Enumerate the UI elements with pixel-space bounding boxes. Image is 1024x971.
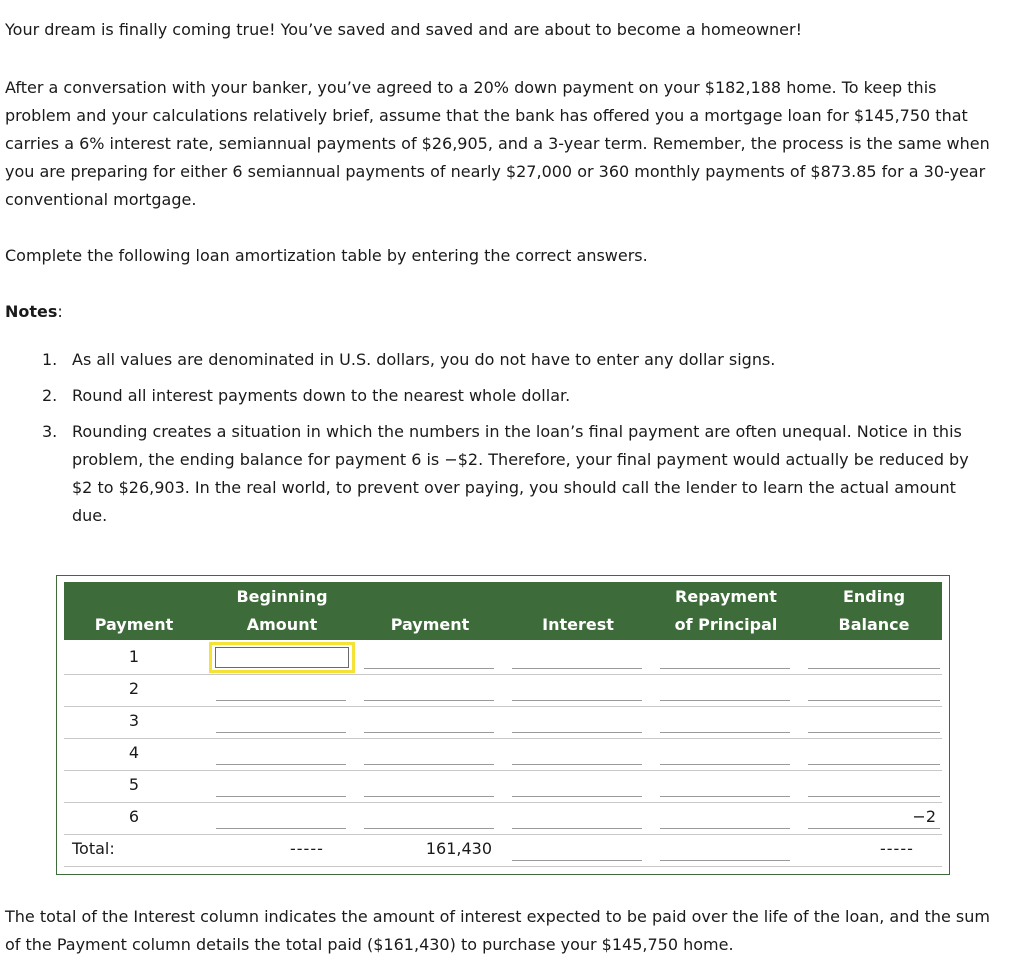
- input-payment-row-6[interactable]: [364, 828, 494, 829]
- header-repayment-principal: Repayment of Principal: [674, 587, 778, 634]
- row-number: 1: [128, 647, 140, 666]
- input-interest-row-4[interactable]: [512, 764, 642, 765]
- input-beginning-amount-row-5[interactable]: [216, 796, 346, 797]
- input-interest-row-3[interactable]: [512, 732, 642, 733]
- problem-description: After a conversation with your banker, you’ve agreed to a 20% down payment on your $182,188 home. To keep this problem and your calculations relatively brief, assume that the bank has offered you a mortgage loan for $145,750 that carries a 6% interest rate, semiannual payments of $26,905, and a 3-year term. Remember, the process is the same when you are preparing for either 6 semiannual payments of nearly $27,000 or 360 monthly payments of $873.85 for a 30-year conventional mortgage.: [5, 78, 990, 209]
- note-item: [42, 382, 982, 410]
- input-beginning-amount-row-2[interactable]: [216, 700, 346, 701]
- row-number: 3: [128, 711, 140, 730]
- row-divider: [64, 738, 942, 739]
- ending-balance-value: −2: [912, 807, 936, 826]
- total-ending-dash: -----: [880, 839, 914, 858]
- input-ending-balance-row-6[interactable]: [808, 828, 940, 829]
- header-beginning-amount: Beginning Amount: [236, 587, 328, 634]
- row-divider: [64, 866, 942, 867]
- row-divider: [64, 802, 942, 803]
- input-repayment-principal-row-3[interactable]: [660, 732, 790, 733]
- input-beginning-amount-row-6[interactable]: [216, 828, 346, 829]
- input-beginning-amount-row-3[interactable]: [216, 732, 346, 733]
- task-instruction: Complete the following loan amortization table by entering the correct answers.: [5, 246, 648, 265]
- intro-text: Your dream is finally coming true! You’ve saved and saved and are about to become a homeowner!: [5, 20, 803, 39]
- input-ending-balance-row-5[interactable]: [808, 796, 940, 797]
- note-text: Rounding creates a situation in which the numbers in the loan’s final payment are often unequal. Notice in this problem, the ending balance for payment 6 is −$2. Therefore, your final payment would actually be reduced by $2 to $26,903. In the real world, to prevent over paying, you should call the lender to learn the actual amount due.: [72, 422, 969, 525]
- note-number: 2.: [42, 386, 58, 405]
- input-payment-row-3[interactable]: [364, 732, 494, 733]
- input-ending-balance-row-4[interactable]: [808, 764, 940, 765]
- note-text: Round all interest payments down to the nearest whole dollar.: [72, 386, 571, 405]
- input-ending-balance-row-2[interactable]: [808, 700, 940, 701]
- input-repayment-principal-row-5[interactable]: [660, 796, 790, 797]
- footer-text: The total of the Interest column indicates the amount of interest expected to be paid over the life of the loan, and the sum of the Payment column details the total paid ($161,430) to purchase your $145,750 home.: [5, 907, 990, 954]
- input-total-interest[interactable]: [512, 860, 642, 861]
- input-repayment-principal-row-4[interactable]: [660, 764, 790, 765]
- row-divider: [64, 834, 942, 835]
- total-beginning-dash: -----: [290, 839, 324, 858]
- input-interest-row-6[interactable]: [512, 828, 642, 829]
- input-repayment-principal-row-1[interactable]: [660, 668, 790, 669]
- input-payment-row-4[interactable]: [364, 764, 494, 765]
- row-divider: [64, 706, 942, 707]
- input-interest-row-2[interactable]: [512, 700, 642, 701]
- table-header: [64, 582, 942, 640]
- header-payment-number: Payment: [94, 615, 174, 634]
- row-divider: [64, 674, 942, 675]
- note-item: [42, 418, 982, 530]
- row-divider: [64, 770, 942, 771]
- notes-heading: Notes:: [5, 302, 63, 321]
- note-number: 1.: [42, 350, 58, 369]
- input-payment-row-2[interactable]: [364, 700, 494, 701]
- beginning-amount-row-1-focus: [209, 642, 355, 673]
- input-total-principal[interactable]: [660, 860, 790, 861]
- input-repayment-principal-row-6[interactable]: [660, 828, 790, 829]
- header-payment: Payment: [390, 615, 470, 634]
- total-label: Total:: [72, 839, 115, 858]
- header-interest: Interest: [542, 615, 614, 634]
- input-interest-row-5[interactable]: [512, 796, 642, 797]
- row-number: 4: [128, 743, 140, 762]
- row-number: 5: [128, 775, 140, 794]
- input-repayment-principal-row-2[interactable]: [660, 700, 790, 701]
- input-interest-row-1[interactable]: [512, 668, 642, 669]
- row-number: 6: [128, 807, 140, 826]
- input-payment-row-5[interactable]: [364, 796, 494, 797]
- total-payment-value: 161,430: [425, 839, 492, 858]
- input-ending-balance-row-1[interactable]: [808, 668, 940, 669]
- row-number: 2: [128, 679, 140, 698]
- input-ending-balance-row-3[interactable]: [808, 732, 940, 733]
- notes-label: Notes: [5, 302, 58, 321]
- beginning-amount-input-row-1[interactable]: [215, 647, 349, 668]
- notes-list: [42, 346, 982, 538]
- note-text: As all values are denominated in U.S. dollars, you do not have to enter any dollar signs.: [72, 350, 776, 369]
- header-ending-balance: Ending Balance: [838, 587, 910, 634]
- note-number: 3.: [42, 422, 58, 441]
- input-payment-row-1[interactable]: [364, 668, 494, 669]
- input-beginning-amount-row-4[interactable]: [216, 764, 346, 765]
- note-item: [42, 346, 982, 374]
